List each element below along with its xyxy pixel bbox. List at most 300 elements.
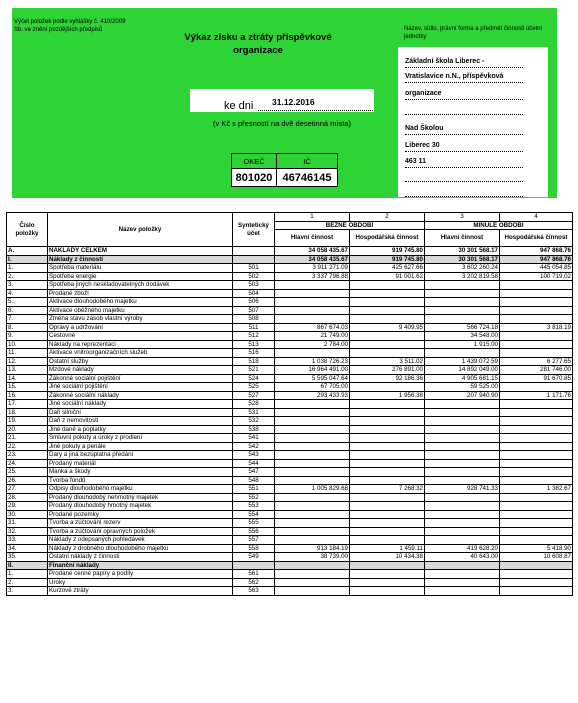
row-value-previous-main xyxy=(425,425,500,434)
row-value-previous-econ: 5 418.90 xyxy=(500,544,573,553)
row-number: 12. xyxy=(7,357,48,366)
table-row xyxy=(7,417,573,426)
row-value-previous-econ xyxy=(500,315,573,324)
table-row xyxy=(7,587,573,596)
table-row xyxy=(7,272,573,281)
row-number: 10. xyxy=(7,340,48,349)
row-value-previous-econ: 1 171.76 xyxy=(500,391,573,400)
row-value-current-econ: 919 745.80 xyxy=(350,247,425,256)
row-value-current-main: 1 038 726.23 xyxy=(275,357,350,366)
row-value-previous-econ xyxy=(500,417,573,426)
row-account: 563 xyxy=(233,587,275,596)
row-account: 513 xyxy=(233,340,275,349)
row-value-previous-econ xyxy=(500,451,573,460)
row-value-current-main: 5 595 047.64 xyxy=(275,374,350,383)
row-value-current-main xyxy=(275,298,350,307)
table-row xyxy=(7,536,573,545)
row-name: Prodané pozemky xyxy=(48,510,233,519)
row-value-current-main: 3 911 271.09 xyxy=(275,264,350,273)
row-number: 33. xyxy=(7,536,48,545)
row-value-previous-main: 928 741.33 xyxy=(425,485,500,494)
row-value-current-econ xyxy=(350,493,425,502)
row-number: 16. xyxy=(7,391,48,400)
row-value-current-econ xyxy=(350,408,425,417)
table-row xyxy=(7,425,573,434)
table-row xyxy=(7,485,573,494)
income-statement-table xyxy=(6,212,573,596)
col-number-3: 3 xyxy=(425,213,500,222)
row-value-previous-econ: 6 277.65 xyxy=(500,357,573,366)
col-header-number: Číslo položky xyxy=(7,213,48,247)
row-value-previous-main xyxy=(425,442,500,451)
row-value-previous-econ xyxy=(500,468,573,477)
okec-value: 801020 xyxy=(232,169,277,187)
row-value-current-econ: 919 745.80 xyxy=(350,255,425,264)
row-number: 4. xyxy=(7,289,48,298)
row-value-previous-econ xyxy=(500,425,573,434)
row-account: 544 xyxy=(233,459,275,468)
row-value-current-econ xyxy=(350,434,425,443)
row-value-current-econ xyxy=(350,349,425,358)
row-value-current-econ xyxy=(350,315,425,324)
col-number-4: 4 xyxy=(500,213,573,222)
row-number: 11. xyxy=(7,349,48,358)
row-number: 21. xyxy=(7,434,48,443)
row-account: 556 xyxy=(233,527,275,536)
row-value-previous-econ xyxy=(500,349,573,358)
row-value-current-econ: 1 459.11 xyxy=(350,544,425,553)
row-number: A. xyxy=(7,247,48,256)
row-value-previous-main xyxy=(425,281,500,290)
table-row xyxy=(7,493,573,502)
row-name: Náklady na reprezentaci xyxy=(48,340,233,349)
row-account xyxy=(233,561,275,570)
row-number: 32. xyxy=(7,527,48,536)
row-value-current-main: 3 337 796.88 xyxy=(275,272,350,281)
row-value-previous-econ xyxy=(500,400,573,409)
row-name: Prodaný materiál xyxy=(48,459,233,468)
table-row xyxy=(7,255,573,264)
row-value-previous-main xyxy=(425,536,500,545)
row-number: 14. xyxy=(7,374,48,383)
row-number: 2. xyxy=(7,272,48,281)
row-value-previous-econ: 3 818.19 xyxy=(500,323,573,332)
table-row xyxy=(7,289,573,298)
unit-info-line xyxy=(405,186,523,197)
unit-info-line: organizace xyxy=(405,89,523,100)
row-value-current-econ xyxy=(350,298,425,307)
header-main-previous: Hlavní činnost xyxy=(425,230,500,247)
unit-info-line: 463 11 xyxy=(405,157,523,168)
header-econ-previous: Hospodářská činnost xyxy=(500,230,573,247)
row-account: 512 xyxy=(233,332,275,341)
row-value-current-econ: 9 409.95 xyxy=(350,323,425,332)
row-value-current-main xyxy=(275,417,350,426)
row-value-previous-main xyxy=(425,400,500,409)
row-value-current-main: 293 433.93 xyxy=(275,391,350,400)
row-number: I. xyxy=(7,255,48,264)
row-value-previous-econ xyxy=(500,434,573,443)
row-name: Tvorba a zúčtování opravných položek xyxy=(48,527,233,536)
row-account: 542 xyxy=(233,442,275,451)
period-previous-header: MINULÉ OBDOBÍ xyxy=(425,221,573,230)
row-name: Prodaný dlouhodobý nehmotný majetek xyxy=(48,493,233,502)
table-row xyxy=(7,306,573,315)
row-value-previous-main: 4 905 681.15 xyxy=(425,374,500,383)
row-value-previous-main xyxy=(425,349,500,358)
row-value-previous-main: 1 915.00 xyxy=(425,340,500,349)
row-value-current-main: 2 784.00 xyxy=(275,340,350,349)
row-value-current-main xyxy=(275,315,350,324)
row-number: 8. xyxy=(7,323,48,332)
row-value-previous-main: 34 548.00 xyxy=(425,332,500,341)
row-value-current-main xyxy=(275,459,350,468)
row-value-previous-main: 1 439 072.59 xyxy=(425,357,500,366)
table-row xyxy=(7,323,573,332)
okec-label: OKEČ xyxy=(232,154,277,169)
row-name: Prodané cenné papíry a podíly xyxy=(48,570,233,579)
row-value-current-econ xyxy=(350,510,425,519)
row-value-previous-main xyxy=(425,570,500,579)
row-value-previous-econ xyxy=(500,536,573,545)
row-name: Jiné sociální pojištění xyxy=(48,383,233,392)
row-number: 7. xyxy=(7,315,48,324)
legal-note: Výčet položek podle vyhlášky č. 410/2009 Sb. ve znění pozdějších předpisů xyxy=(14,19,126,33)
row-value-previous-econ: 947 868.76 xyxy=(500,255,573,264)
unit-info-line: Liberec 30 xyxy=(405,141,523,152)
row-name: Opravy a udržování xyxy=(48,323,233,332)
row-value-current-main xyxy=(275,468,350,477)
row-number: 17. xyxy=(7,400,48,409)
row-account: 547 xyxy=(233,468,275,477)
row-name: Aktivace oběžného majetku xyxy=(48,306,233,315)
row-value-current-main xyxy=(275,306,350,315)
row-value-previous-main xyxy=(425,408,500,417)
row-name: Zákonné sociální náklady xyxy=(48,391,233,400)
row-account: 549 xyxy=(233,553,275,562)
table-row xyxy=(7,349,573,358)
table-row xyxy=(7,476,573,485)
row-value-current-econ xyxy=(350,306,425,315)
row-value-current-main xyxy=(275,502,350,511)
table-row xyxy=(7,408,573,417)
row-account: 507 xyxy=(233,306,275,315)
table-row xyxy=(7,527,573,536)
row-name: Jiné pokuty a penále xyxy=(48,442,233,451)
row-name: Náklady z činností xyxy=(48,255,233,264)
row-value-current-main xyxy=(275,587,350,596)
row-value-previous-econ xyxy=(500,383,573,392)
row-value-previous-main xyxy=(425,298,500,307)
row-value-current-econ xyxy=(350,442,425,451)
row-value-previous-main: 40 643.00 xyxy=(425,553,500,562)
row-value-previous-main: 30 301 568.17 xyxy=(425,255,500,264)
row-number: 31. xyxy=(7,519,48,528)
row-number: 35. xyxy=(7,553,48,562)
row-value-current-main: 1 005 829.68 xyxy=(275,485,350,494)
table-row xyxy=(7,315,573,324)
row-account: 558 xyxy=(233,544,275,553)
row-value-current-econ xyxy=(350,332,425,341)
table-row xyxy=(7,332,573,341)
row-value-previous-econ xyxy=(500,298,573,307)
row-number: 18. xyxy=(7,408,48,417)
row-name: Odpisy dlouhodobého majetku xyxy=(48,485,233,494)
row-value-previous-main: 3 602 260.24 xyxy=(425,264,500,273)
row-value-current-econ: 91 001.62 xyxy=(350,272,425,281)
header-main-current: Hlavní činnost xyxy=(275,230,350,247)
ic-label: IČ xyxy=(277,154,338,169)
row-number: 25. xyxy=(7,468,48,477)
row-value-previous-main xyxy=(425,468,500,477)
row-account: 516 xyxy=(233,349,275,358)
row-value-previous-econ xyxy=(500,561,573,570)
row-value-current-econ xyxy=(350,527,425,536)
row-value-current-main xyxy=(275,425,350,434)
row-account: 508 xyxy=(233,315,275,324)
row-account: 532 xyxy=(233,417,275,426)
row-value-current-main: 34 058 435.67 xyxy=(275,247,350,256)
row-value-current-main xyxy=(275,561,350,570)
row-number: 34. xyxy=(7,544,48,553)
table-row xyxy=(7,374,573,383)
table-row xyxy=(7,468,573,477)
table-row xyxy=(7,340,573,349)
row-name: Smluvní pokuty a úroky z prodlení xyxy=(48,434,233,443)
row-name: Mzdové náklady xyxy=(48,366,233,375)
row-value-previous-econ xyxy=(500,502,573,511)
row-value-previous-econ: 947 868.76 xyxy=(500,247,573,256)
table-row xyxy=(7,459,573,468)
row-number: II. xyxy=(7,561,48,570)
table-row xyxy=(7,366,573,375)
row-name: Aktivace vnitroorganizačních služeb xyxy=(48,349,233,358)
row-value-current-main xyxy=(275,493,350,502)
row-value-current-main xyxy=(275,536,350,545)
row-value-previous-econ xyxy=(500,306,573,315)
row-value-current-econ xyxy=(350,578,425,587)
row-value-previous-econ xyxy=(500,340,573,349)
row-number: 24. xyxy=(7,459,48,468)
unit-info-line: Základní škola Liberec - xyxy=(405,57,523,68)
row-account: 553 xyxy=(233,502,275,511)
row-account: 528 xyxy=(233,400,275,409)
col-header-name: Název položky xyxy=(48,213,233,247)
table-row xyxy=(7,451,573,460)
row-account: 503 xyxy=(233,281,275,290)
row-name: Zákonné sociální pojištění xyxy=(48,374,233,383)
row-number: 26. xyxy=(7,476,48,485)
row-value-previous-main: 59 525.00 xyxy=(425,383,500,392)
row-number: 15. xyxy=(7,383,48,392)
row-value-previous-econ: 445 054.85 xyxy=(500,264,573,273)
row-name: Tvorba a zúčtování rezerv xyxy=(48,519,233,528)
row-value-current-main xyxy=(275,510,350,519)
row-value-current-econ: 10 434.38 xyxy=(350,553,425,562)
row-name: Náklady z odepsaných pohledávek xyxy=(48,536,233,545)
row-value-previous-main xyxy=(425,459,500,468)
row-name: Ostatní služby xyxy=(48,357,233,366)
row-value-current-econ xyxy=(350,459,425,468)
row-value-previous-econ xyxy=(500,289,573,298)
row-name: NÁKLADY CELKEM xyxy=(48,247,233,256)
row-name: Spotřeba energie xyxy=(48,272,233,281)
row-value-current-main xyxy=(275,570,350,579)
row-value-previous-main xyxy=(425,502,500,511)
row-account: 511 xyxy=(233,323,275,332)
row-account: 543 xyxy=(233,451,275,460)
row-value-previous-main xyxy=(425,289,500,298)
unit-info-label: Název, sídlo, právní forma a předmět činnosti účetní jednotky xyxy=(404,26,543,40)
row-name: Jiné daně a poplatky xyxy=(48,425,233,434)
date-label: ke dni xyxy=(224,100,254,112)
unit-info-line: Nad Školou xyxy=(405,124,523,135)
row-account: 561 xyxy=(233,570,275,579)
row-value-current-main xyxy=(275,519,350,528)
row-number: 1. xyxy=(7,570,48,579)
row-value-current-econ xyxy=(350,340,425,349)
row-number: 22. xyxy=(7,442,48,451)
row-value-previous-main xyxy=(425,527,500,536)
row-name: Ostatní náklady z činnosti xyxy=(48,553,233,562)
row-value-current-main: 34 058 435.67 xyxy=(275,255,350,264)
row-value-current-econ xyxy=(350,451,425,460)
row-name: Spotřeba materiálu xyxy=(48,264,233,273)
row-value-current-econ xyxy=(350,536,425,545)
row-value-previous-main: 3 202 819.58 xyxy=(425,272,500,281)
row-account: 531 xyxy=(233,408,275,417)
row-value-current-econ xyxy=(350,561,425,570)
report-title: Výkaz zisku a ztráty příspěvkové organizace xyxy=(184,32,332,56)
row-value-previous-main: 14 892 049.00 xyxy=(425,366,500,375)
identifier-table xyxy=(231,153,338,187)
row-value-current-econ: 7 268.32 xyxy=(350,485,425,494)
row-number: 27. xyxy=(7,485,48,494)
header-econ-current: Hospodářská činnost xyxy=(350,230,425,247)
row-value-previous-main xyxy=(425,306,500,315)
row-number: 2. xyxy=(7,578,48,587)
table-row xyxy=(7,502,573,511)
table-row xyxy=(7,434,573,443)
table-row xyxy=(7,553,573,562)
row-value-current-econ xyxy=(350,289,425,298)
row-name: Kurzové ztráty xyxy=(48,587,233,596)
row-value-previous-econ xyxy=(500,578,573,587)
row-name: Aktivace dlouhodobého majetku xyxy=(48,298,233,307)
row-account: 548 xyxy=(233,476,275,485)
row-number: 28. xyxy=(7,493,48,502)
row-value-previous-main xyxy=(425,561,500,570)
table-row xyxy=(7,298,573,307)
unit-info-line xyxy=(405,171,523,182)
row-value-previous-main: 30 301 568.17 xyxy=(425,247,500,256)
row-value-previous-econ: 91 670.85 xyxy=(500,374,573,383)
row-account: 524 xyxy=(233,374,275,383)
row-value-current-main xyxy=(275,408,350,417)
table-row xyxy=(7,281,573,290)
unit-info-line xyxy=(405,104,523,115)
row-value-previous-main xyxy=(425,578,500,587)
row-value-previous-main: 207 940.90 xyxy=(425,391,500,400)
period-current-header: BĚŽNÉ OBDOBÍ xyxy=(275,221,425,230)
table-row xyxy=(7,383,573,392)
row-value-previous-econ xyxy=(500,281,573,290)
row-value-previous-main xyxy=(425,451,500,460)
row-value-current-econ xyxy=(350,281,425,290)
table-row xyxy=(7,264,573,273)
row-value-current-econ: 1 956.38 xyxy=(350,391,425,400)
row-value-previous-main xyxy=(425,315,500,324)
row-number: 23. xyxy=(7,451,48,460)
row-value-current-econ xyxy=(350,417,425,426)
row-value-previous-econ: 1 382.67 xyxy=(500,485,573,494)
table-row xyxy=(7,578,573,587)
row-value-previous-econ xyxy=(500,587,573,596)
row-name: Úroky xyxy=(48,578,233,587)
row-value-current-main xyxy=(275,578,350,587)
row-value-current-econ xyxy=(350,587,425,596)
row-name: Tvorba fondů xyxy=(48,476,233,485)
row-name: Finanční náklady xyxy=(48,561,233,570)
row-account: 504 xyxy=(233,289,275,298)
table-row xyxy=(7,391,573,400)
row-number: 3. xyxy=(7,587,48,596)
row-value-previous-econ: 281 746.00 xyxy=(500,366,573,375)
row-value-previous-main xyxy=(425,510,500,519)
row-value-previous-main: 419 628.20 xyxy=(425,544,500,553)
row-value-previous-econ xyxy=(500,459,573,468)
table-row xyxy=(7,519,573,528)
table-row xyxy=(7,400,573,409)
row-name: Prodané zboží xyxy=(48,289,233,298)
row-value-previous-econ xyxy=(500,527,573,536)
row-value-previous-main xyxy=(425,476,500,485)
row-value-current-econ: 3 511.02 xyxy=(350,357,425,366)
table-row xyxy=(7,247,573,256)
row-number: 13. xyxy=(7,366,48,375)
col-number-2: 2 xyxy=(350,213,425,222)
row-value-current-main xyxy=(275,442,350,451)
row-value-current-main: 67 705.00 xyxy=(275,383,350,392)
row-value-current-econ xyxy=(350,570,425,579)
row-value-current-main: 867 674.03 xyxy=(275,323,350,332)
row-value-current-main: 21 749.00 xyxy=(275,332,350,341)
row-name: Jiné sociální náklady xyxy=(48,400,233,409)
table-row xyxy=(7,561,573,570)
row-value-current-main xyxy=(275,349,350,358)
row-value-current-econ xyxy=(350,383,425,392)
row-name: Změna stavu zásob vlastní výroby xyxy=(48,315,233,324)
row-account: 541 xyxy=(233,434,275,443)
date-value: 31.12.2016 xyxy=(272,97,315,107)
table-row xyxy=(7,544,573,553)
row-number: 30. xyxy=(7,510,48,519)
col-number-1: 1 xyxy=(275,213,350,222)
row-value-current-econ: 425 627.66 xyxy=(350,264,425,273)
row-value-previous-econ: 100 719.02 xyxy=(500,272,573,281)
row-name: Cestovné xyxy=(48,332,233,341)
row-account: 562 xyxy=(233,578,275,587)
row-account: 554 xyxy=(233,510,275,519)
precision-note: (v Kč s přesností na dvě desetinná místa) xyxy=(213,119,351,128)
row-name: Náklady z drobného dlouhodobého majetku xyxy=(48,544,233,553)
date-underline xyxy=(258,110,373,111)
row-account: 557 xyxy=(233,536,275,545)
row-value-current-econ: 276 891.00 xyxy=(350,366,425,375)
row-value-current-econ xyxy=(350,519,425,528)
table-row xyxy=(7,510,573,519)
row-value-previous-main: 566 724.18 xyxy=(425,323,500,332)
